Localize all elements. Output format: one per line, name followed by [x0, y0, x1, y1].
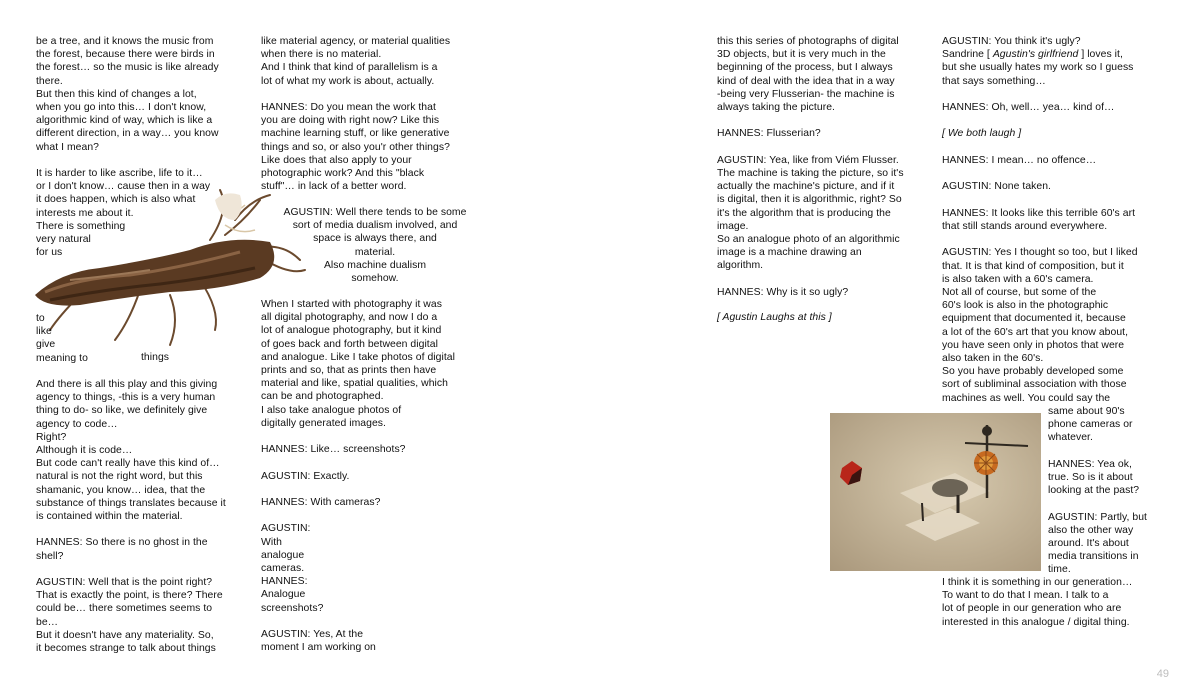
col4-text-mid: HANNES: I mean… no offence… AGUSTIN: None taken. HANNES: It looks like this terrible 60's art that still stands around everywhere. AGUSTIN: Yes I thought so too, but I liked that. It is that kind of composition, but it is also taken with a 60's camera. Not all of course, but some of the 60's look is also in the photographic equipment that documented it, because a lot of the 60's art that you know about, you have seen only in photos that were also taken in the 60's. So you have probably developed some sort of subliminal association with those machines as well. You could say the: [942, 155, 1138, 404]
col2-text-bottom: When I started with photography it was all digital photography, and now I do a lot of analogue photography, but it kind of goes back and forth between digital and analogue. Like I take photos of digital prints and so, that as prints then have material and like, spatial qualities, which can be and photographed. I also take analogue photos of digitally generated images. HANNES: Like… screenshots? AGUSTIN: Exactly. HANNES: With cameras? AGUSTIN: With analogue cameras. HANNES: Analogue screenshots? AGUSTIN: Yes, At the moment I am working on: [261, 299, 455, 654]
col1-text-bottom: And there is all this play and this giving agency to things, -this is a very human thing to do- so like, we definitely give agency to code… Right? Although it is code… But code can't really have this kind of… natural is not the right word, but this shamanic, you know… idea, that the substance of things translates because it is contained within the material. HANNES: So there is no ghost in the shell? AGUSTIN: Well that is the point right? That is exactly the point, is there? There could be… there sometimes seems to be… But it doesn't have any materiality. So, it becomes strange to talk about things: [36, 379, 226, 655]
col3-note: [ Agustin Laughs at this ]: [717, 312, 832, 323]
col3-text: this this series of photographs of digital 3D objects, but it is very much in the beginning of the process, but I always kind of deal with the idea that in a way -being very Flusserian- the machine is always taking the picture. HANNES: Flusserian? AGUSTIN: Yea, like from Viém Flusser. The machine is taking the picture, so it's actually the machine's picture, and if it is digital, then it is algorithmic, right? So it's the algorithm that is producing the image. So an analogue photo of an algorithmic image is a machine drawing an algorithm. HANNES: Why is it so ugly?: [717, 36, 904, 298]
col1-text-top: be a tree, and it knows the music from the forest, because there were birds in the forest… so the music is like already there. But then this kind of changes a lot, when you go into this… I don't know, algorithmic kind of way, which is like a different direction, in a way… you know what I mean? It is harder to like ascribe, life to it… or I don't know… cause then in a way it does happen, which is also what interests me about it. There is something very natural for us: [36, 36, 219, 259]
col4-text-bottom: I think it is something in our generation… To want to do that I mean. I talk to a lot of people in our generation who are interested in this analogue / digital thing.: [942, 577, 1133, 628]
col1-word-things: things: [141, 352, 170, 363]
col4-text-beside-photo: same about 90's phone cameras or whatever. HANNES: Yea ok, true. So is it about looking at the past? AGUSTIN: Partly, but also the other way around. It's about media transitions in time.: [1048, 406, 1147, 576]
page-number: 49: [1156, 668, 1169, 680]
col4-text-top: [942, 35, 1167, 114]
col4-line-2: ] loves it, but she usually hates my work so I guess that says something… HANNES: Oh, well… yea… kind of…: [942, 49, 1134, 114]
col4-laugh-note: [ We both laugh ]: [942, 128, 1022, 139]
col2-text-top: like material agency, or material qualities when there is no material. And I think that kind of parallelism is a lot of what my work is about, actually. HANNES: Do you mean the work that you are doing with right now? Like this machine learning stuff, or like generative things and so, or also you'r other things? Like does that also apply to your photographic work? And this "black stuff"… in lack of a better word.: [261, 36, 451, 193]
col4-italic: Agustin's girlfriend: [992, 49, 1079, 61]
col4-line: AGUSTIN: You think it's ugly? Sandrine [: [942, 36, 1081, 61]
sculpture-photo: [830, 413, 1041, 571]
col1-text-mid: to like give meaning to: [36, 313, 88, 364]
col2-text-wrap: AGUSTIN: Well there tends to be some sort of media dualism involved, and space is always there, and material. Also machine dualism somehow.: [283, 207, 467, 285]
